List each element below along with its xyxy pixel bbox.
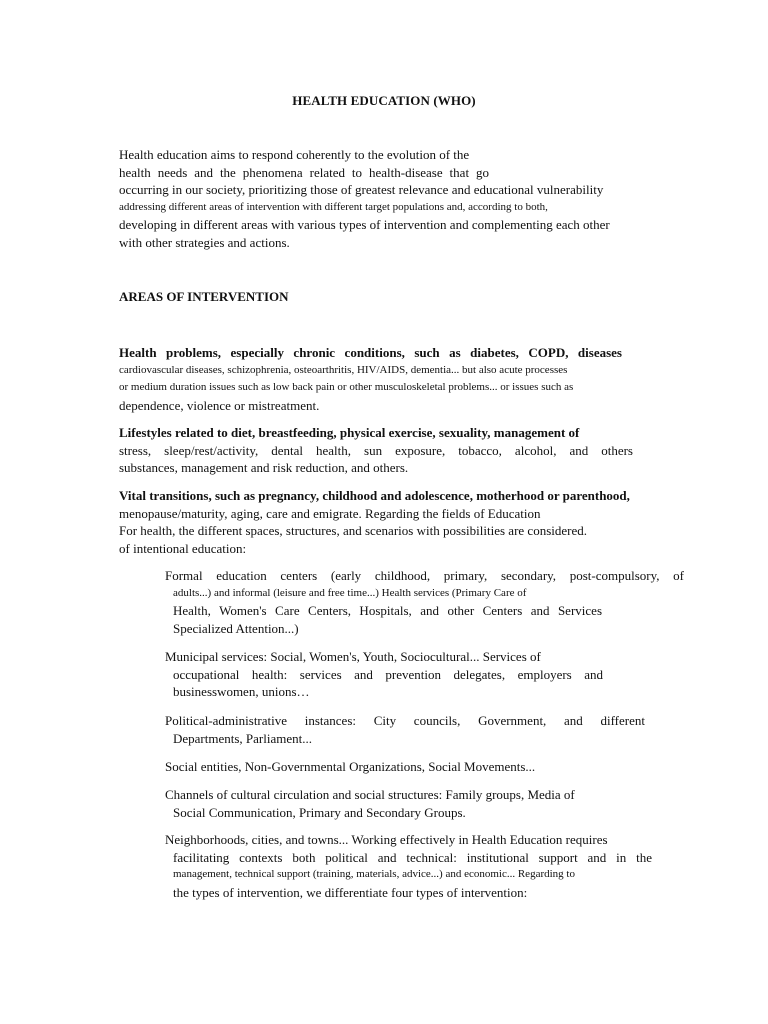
list-item-line: Specialized Attention...) — [173, 620, 299, 636]
paragraph-line: cardiovascular diseases, schizophrenia, osteoarthritis, HIV/AIDS, dementia... but also acute processes — [119, 363, 568, 376]
list-item-line: occupational health: services and prevention delegates, employers and — [173, 666, 603, 682]
paragraph-line: of intentional education: — [119, 540, 247, 556]
list-item-line: Social Communication, Primary and Secondary Groups. — [173, 804, 466, 820]
list-item — [165, 786, 685, 821]
list-item-line: Political-administrative instances: City councils, Government, and different — [165, 713, 645, 728]
list-item-line: Formal education centers (early childhood, primary, secondary, post-compulsory, of — [165, 568, 684, 583]
list-item — [165, 712, 685, 747]
intro-line: Health education aims to respond coherently to the evolution of the — [119, 147, 470, 162]
intro-paragraph — [119, 146, 654, 252]
list-item-line: Neighborhoods, cities, and towns... Working effectively in Health Education requires — [165, 832, 608, 847]
paragraph-line: Vital transitions, such as pregnancy, childhood and adolescence, motherhood or parenthood, — [119, 488, 630, 503]
paragraph-line: dependence, violence or mistreatment. — [119, 397, 320, 413]
list-item — [165, 648, 685, 701]
paragraph-line: Health problems, especially chronic conditions, such as diabetes, COPD, diseases — [119, 345, 622, 360]
list-item-line: adults...) and informal (leisure and free time...) Health services (Primary Care of — [173, 586, 527, 599]
intro-line: developing in different areas with various types of intervention and complementing each other — [119, 217, 610, 233]
vital-transitions-paragraph — [119, 487, 689, 557]
list-item-line: the types of intervention, we differentiate four types of intervention: — [173, 884, 528, 900]
intro-line: addressing different areas of intervention with different target populations and, according to both, — [119, 200, 548, 213]
paragraph-line: For health, the different spaces, structures, and scenarios with possibilities are considered. — [119, 523, 587, 539]
document-title: HEALTH EDUCATION (WHO) — [292, 93, 476, 108]
paragraph-line: or medium duration issues such as low back pain or other musculoskeletal problems... or issues such as — [119, 381, 574, 394]
health-problems-paragraph — [119, 344, 654, 414]
list-item-line: Channels of cultural circulation and social structures: Family groups, Media of — [165, 787, 575, 802]
list-item-line: Social entities, Non-Governmental Organizations, Social Movements... — [165, 759, 536, 774]
intro-line: with other strategies and actions. — [119, 234, 290, 250]
list-item-line: management, technical support (training, materials, advice...) and economic... Regarding to — [173, 868, 575, 881]
list-item — [165, 758, 685, 776]
section-heading-areas: AREAS OF INTERVENTION — [119, 289, 289, 304]
intro-line: occurring in our society, prioritizing those of greatest relevance and educational vulnerability — [119, 182, 604, 198]
paragraph-line: stress, sleep/rest/activity, dental health, sun exposure, tobacco, alcohol, and others — [119, 442, 633, 458]
list-item-line: Municipal services: Social, Women's, Youth, Sociocultural... Services of — [165, 649, 541, 664]
list-item-line: Health, Women's Care Centers, Hospitals, and other Centers and Services — [173, 603, 602, 619]
paragraph-line: substances, management and risk reduction, and others. — [119, 460, 409, 476]
intro-line: health needs and the phenomena related to health-disease that go — [119, 164, 489, 180]
lifestyles-paragraph — [119, 424, 654, 477]
list-item — [165, 831, 685, 901]
list-item-line: Departments, Parliament... — [173, 730, 312, 746]
list-item-line: businesswomen, unions… — [173, 684, 310, 700]
list-item-line: facilitating contexts both political and technical: institutional support and in the — [173, 849, 652, 865]
paragraph-line: menopause/maturity, aging, care and emigrate. Regarding the fields of Education — [119, 505, 541, 521]
list-item — [165, 567, 685, 637]
paragraph-line: Lifestyles related to diet, breastfeeding, physical exercise, sexuality, management of — [119, 425, 580, 440]
